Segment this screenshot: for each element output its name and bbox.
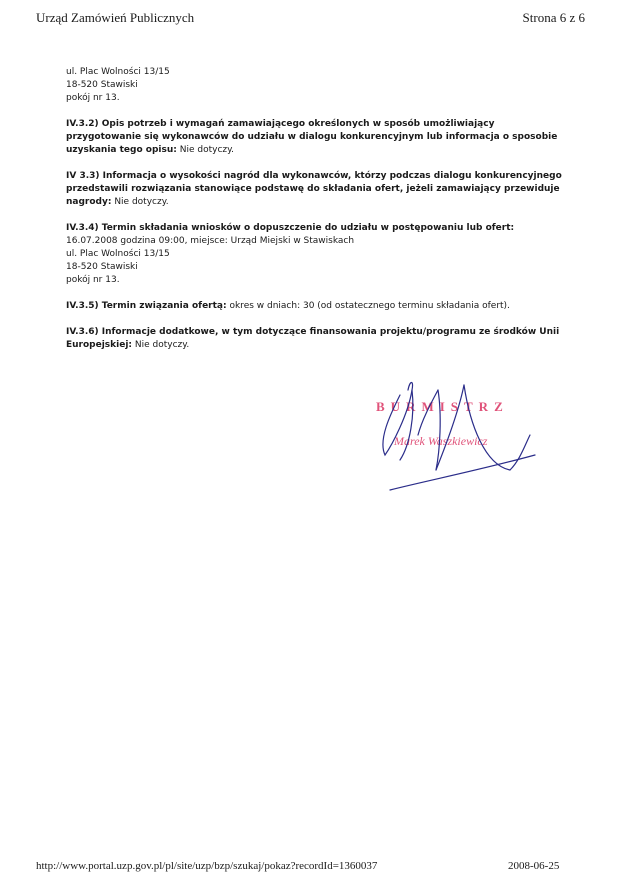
address-line: 18-520 Stawiski [66, 80, 138, 90]
section-line: 16.07.2008 godzina 09:00, miejsce: Urząd Miejski w Stawiskach [66, 236, 355, 246]
address-line: ul. Plac Wolności 13/15 [66, 67, 170, 77]
section-iv-3-2 [66, 118, 566, 157]
section-iv-3-5 [66, 300, 566, 313]
section-heading: IV.3.2) Opis potrzeb i wymagań zamawiającego określonych w sposób umożliwiający przygotowanie się wykonawców do udziału w dialogu konkurencyjnym lub informacja o sposobie uzyskania tego opisu: [66, 119, 558, 155]
section-line: pokój nr 13. [66, 275, 120, 285]
address-line: pokój nr 13. [66, 93, 120, 103]
section-line: 18-520 Stawiski [66, 262, 138, 272]
header-page-number: Strona 6 z 6 [522, 10, 585, 25]
header-organization: Urząd Zamówień Publicznych [36, 10, 195, 25]
section-value: okres w dniach: 30 (od ostatecznego terminu składania ofert). [229, 301, 510, 311]
address-block [66, 66, 566, 105]
section-heading: IV.3.6) Informacje dodatkowe, w tym dotyczące finansowania projektu/programu ze środków Unii Europejskiej: [66, 327, 560, 350]
footer-url: http://www.portal.uzp.gov.pl/pl/site/uzp/bzp/szukaj/pokaz?recordId=1360037 [36, 860, 378, 872]
section-heading: IV.3.4) Termin składania wniosków o dopuszczenie do udziału w postępowaniu lub ofert: [66, 223, 515, 233]
section-value: Nie dotyczy. [114, 197, 169, 207]
section-iv-3-4 [66, 222, 566, 287]
section-value: Nie dotyczy. [179, 145, 235, 155]
section-heading: IV 3.3) Informacja o wysokości nagród dla wykonawców, którzy podczas dialogu konkurencyjnego przedstawili rozwiązania stanowiące podstawę do składania ofert, jeżeli zamawiający przewiduje nagrody: [66, 171, 562, 207]
section-iv-3-3 [66, 170, 566, 209]
stamp-name: Marek Waszkiewicz [394, 434, 488, 448]
footer-date: 2008-06-25 [508, 860, 560, 872]
section-iv-3-6 [66, 326, 566, 352]
section-heading: IV.3.5) Termin związania ofertą: [66, 301, 227, 311]
signature-stamp [360, 375, 540, 505]
section-line: ul. Plac Wolności 13/15 [66, 249, 170, 259]
section-value: Nie dotyczy. [134, 340, 190, 350]
stamp-title: BURMISTRZ [376, 399, 509, 414]
document-body [66, 66, 566, 365]
